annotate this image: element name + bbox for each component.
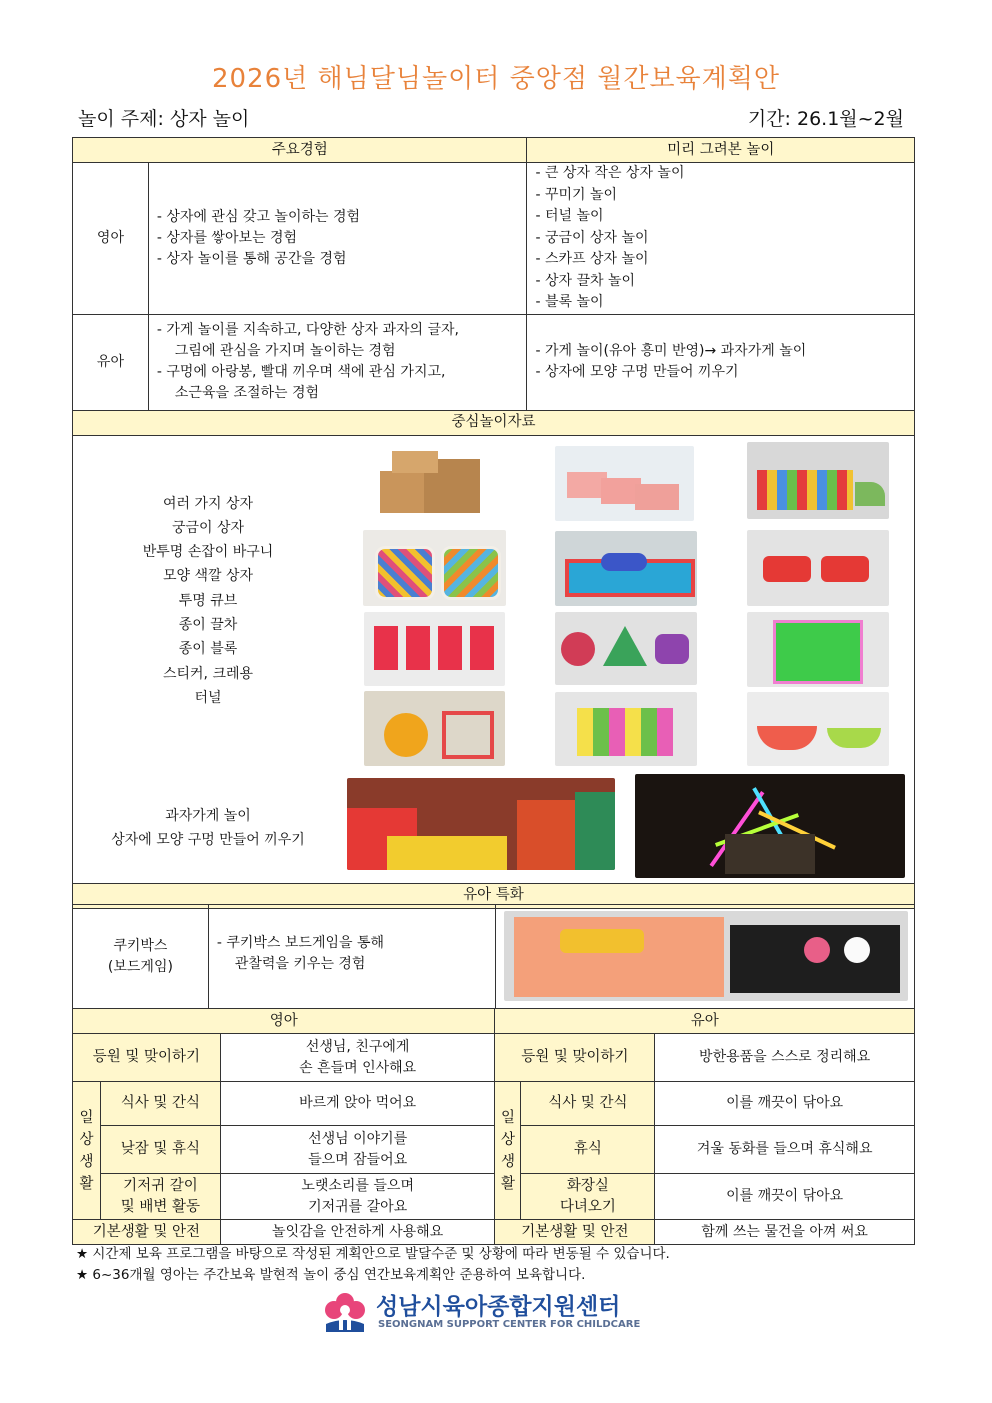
toddler-greet-value: 방한용품을 스스로 정리해요	[655, 1034, 915, 1082]
label-line: 기저귀 갈이	[123, 1177, 198, 1194]
value-line: 선생님, 친구에게	[305, 1038, 410, 1055]
infant-nap-label: 낮잠 및 휴식	[100, 1126, 220, 1174]
note-1: ★ 시간제 보육 프로그램을 바탕으로 작성된 계획안으로 발달수준 및 상황에 따라 변동될 수 있습니다.	[76, 1246, 670, 1262]
list-item: 반투명 손잡이 바구니	[142, 544, 274, 561]
list-item: 여러 가지 상자	[162, 495, 254, 512]
note-2: ★ 6~36개월 영아는 주간보육 발현적 놀이 중심 연간보육계획안 준용하여 보육합니다.	[76, 1267, 586, 1283]
value-line: 손 흔들며 인사해요	[299, 1059, 417, 1076]
special-desc	[208, 905, 495, 1009]
photo-shape-sorter	[747, 612, 889, 687]
logo-name: 성남시육아종합지원센터	[376, 1294, 621, 1320]
header-infant-daily: 영아	[73, 1009, 495, 1034]
special-desc-line: - 쿠키박스 보드게임을 통해	[216, 935, 385, 951]
toddler-safety-label: 기본생활 및 안전	[495, 1220, 655, 1245]
infant-meal-value: 바르게 앉아 먹어요	[220, 1082, 495, 1126]
list-item: 궁금이 상자	[171, 519, 245, 536]
value-line: 기저귀를 갈아요	[308, 1198, 408, 1215]
side-char: 활	[79, 1175, 94, 1192]
photo-face-cups	[364, 612, 505, 686]
label-line: 다녀오기	[559, 1198, 616, 1215]
side-char: 생	[79, 1153, 94, 1170]
list-item: 투명 큐브	[178, 592, 238, 609]
toddler-experience-cell	[148, 314, 527, 410]
infant-side-label	[73, 1082, 101, 1220]
infant-experience-cell	[148, 163, 527, 315]
list-item: - 블록 놀이	[535, 294, 604, 310]
toddler-side-label	[495, 1082, 521, 1220]
toddler-toilet-label	[521, 1174, 655, 1220]
period: 기간: 26.1월~2월	[747, 108, 904, 130]
toddler-safety-value: 함께 쓰는 물건을 아껴 써요	[655, 1220, 915, 1245]
list-item: - 큰 상자 작은 상자 놀이	[535, 165, 685, 181]
row-label-infant: 영아	[73, 163, 149, 315]
infant-meal-label: 식사 및 간식	[100, 1082, 220, 1126]
list-item: - 가게 놀이를 지속하고, 다양한 상자 과자의 글자,	[156, 322, 459, 338]
list-item: - 구멍에 아랑봉, 빨대 끼우며 색에 관심 가지고,	[156, 364, 446, 380]
toddler-meal-label: 식사 및 간식	[521, 1082, 655, 1126]
value-line: 선생님 이야기를	[308, 1130, 408, 1147]
photo-baskets	[363, 530, 506, 606]
list-item: 종이 끌차	[178, 616, 238, 633]
value-line: 들으며 잠들어요	[308, 1151, 408, 1168]
list-item: 모양 색깔 상자	[162, 568, 254, 585]
special-name-line: 쿠키박스	[113, 937, 168, 954]
toddler-greet-label: 등원 및 맞이하기	[495, 1034, 655, 1082]
flower-building-icon	[320, 1288, 370, 1338]
infant-greet-value	[220, 1034, 495, 1082]
list-item: 그림에 관심을 가지며 놀이하는 경험	[174, 343, 396, 359]
photo-pink-boxes	[555, 446, 694, 521]
photo-flower-tray	[364, 691, 505, 766]
footer-logo	[320, 1288, 680, 1340]
materials-list	[83, 492, 333, 711]
header-experience: 주요경험	[73, 138, 527, 163]
special-desc-line: 관찰력을 키우는 경험	[234, 956, 366, 972]
list-item: - 터널 놀이	[535, 208, 604, 224]
photo-glow-sticks	[635, 774, 905, 878]
special-table	[72, 904, 915, 1009]
list-item: - 가게 놀이(유아 흥미 반영)→ 과자가게 놀이	[535, 343, 807, 359]
infant-diaper-value	[220, 1174, 495, 1220]
header-special: 유아 특화	[73, 883, 915, 908]
special-name	[73, 905, 209, 1009]
infant-safety-value: 놀잇감을 안전하게 사용해요	[220, 1220, 495, 1245]
list-item: 종이 블록	[178, 641, 238, 658]
list-item: 소근육을 조절하는 경험	[174, 385, 320, 401]
materials-list-2	[73, 804, 343, 852]
photo-paper-cars	[747, 530, 889, 606]
side-char: 상	[79, 1131, 94, 1148]
list-item: - 상자 놀이를 통해 공간을 경험	[156, 250, 347, 267]
theme: 놀이 주제: 상자 놀이	[78, 108, 250, 130]
list-item: 스티커, 크레용	[162, 665, 254, 682]
row-label-toddler: 유아	[73, 314, 149, 410]
photo-snack-boxes	[347, 778, 615, 870]
list-item: 터널	[194, 689, 222, 706]
label-line: 화장실	[566, 1177, 609, 1194]
list-item: - 궁금이 상자 놀이	[535, 229, 649, 246]
logo-english: SEONGNAM SUPPORT CENTER FOR CHILDCARE	[378, 1319, 641, 1330]
photo-bowls	[747, 692, 889, 766]
side-char: 생	[500, 1153, 515, 1170]
list-item: 상자에 모양 구멍 만들어 끼우기	[111, 831, 305, 848]
list-item: - 상자에 관심 갖고 놀이하는 경험	[156, 208, 361, 225]
page-title: 2026년 해님달님놀이터 중앙점 월간보육계획안	[211, 64, 781, 94]
list-item: - 상자 끌차 놀이	[535, 272, 635, 289]
toddler-toilet-value: 이를 깨끗이 닦아요	[655, 1174, 915, 1220]
side-char: 일	[500, 1109, 515, 1126]
photo-cardboard-boxes	[362, 443, 504, 521]
side-char: 일	[79, 1109, 94, 1126]
infant-nap-value	[220, 1126, 495, 1174]
daily-table	[72, 1008, 915, 1245]
photo-clear-cubes	[555, 692, 697, 766]
list-item: - 상자를 쌓아보는 경험	[156, 229, 298, 246]
special-name-line: (보드게임)	[107, 958, 173, 975]
side-char: 상	[500, 1131, 515, 1148]
list-item: 과자가게 놀이	[165, 807, 251, 824]
list-item: - 꾸미기 놀이	[535, 186, 618, 203]
photo-shape-tray	[555, 531, 697, 606]
toddler-rest-value: 겨울 동화를 들으며 휴식해요	[655, 1126, 915, 1174]
toddler-meal-value: 이를 깨끗이 닦아요	[655, 1082, 915, 1126]
header-play: 미리 그려본 놀이	[527, 138, 915, 163]
photo-shape-blocks	[555, 612, 697, 685]
photo-cube-wall	[747, 442, 889, 519]
header-materials: 중심놀이자료	[73, 410, 915, 435]
special-photo-cell	[495, 905, 914, 1009]
infant-play-cell	[527, 163, 915, 315]
infant-safety-label: 기본생활 및 안전	[73, 1220, 221, 1245]
value-line: 노랫소리를 들으며	[301, 1177, 414, 1194]
infant-diaper-label	[100, 1174, 220, 1220]
list-item: - 상자에 모양 구멍 만들어 끼우기	[535, 364, 739, 380]
infant-greet-label: 등원 및 맞이하기	[73, 1034, 221, 1082]
photo-cookie-box-game	[504, 911, 908, 1001]
list-item: - 스카프 상자 놀이	[535, 251, 649, 267]
toddler-play-cell	[527, 314, 915, 410]
toddler-rest-label: 휴식	[521, 1126, 655, 1174]
label-line: 및 배변 활동	[120, 1198, 201, 1215]
side-char: 활	[500, 1175, 515, 1192]
header-toddler-daily: 유아	[495, 1009, 915, 1034]
